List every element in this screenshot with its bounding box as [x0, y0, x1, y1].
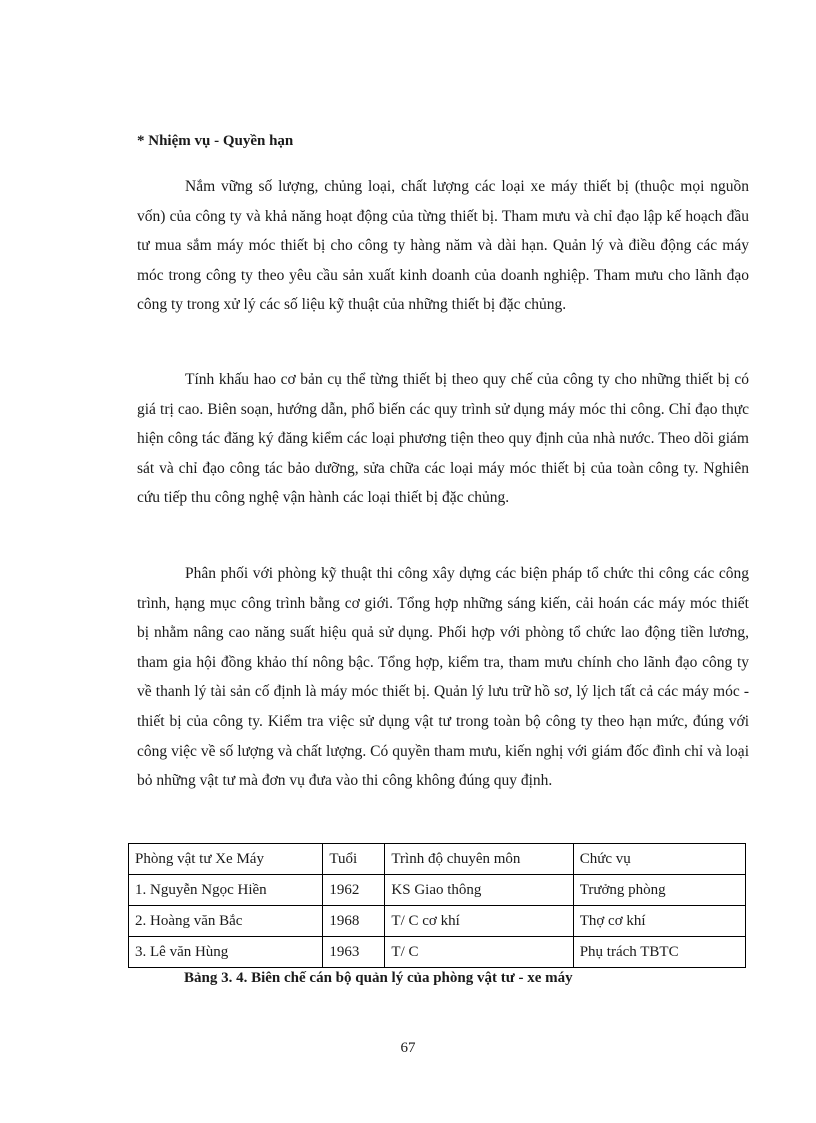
table-header-cell: Phòng vật tư Xe Máy [129, 844, 323, 875]
table-cell: Trưởng phòng [573, 875, 745, 906]
table-cell: 3. Lê văn Hùng [129, 937, 323, 968]
table-cell: 1. Nguyễn Ngọc Hiền [129, 875, 323, 906]
table-cell: 1962 [323, 875, 385, 906]
table-caption: Bảng 3. 4. Biên chế cán bộ quản lý của phòng vật tư - xe máy [184, 970, 573, 986]
table-cell: KS Giao thông [385, 875, 573, 906]
table-header-cell: Tuổi [323, 844, 385, 875]
page-number: 67 [400, 1040, 416, 1056]
paragraph-3: Phân phối với phòng kỹ thuật thi công xây dựng các biện pháp tổ chức thi công các công trình, hạng mục công trình bằng cơ giới. Tổng hợp những sáng kiến, cải hoán các máy móc thiết bị nhằm nâng cao năng suất hiệu quả sử dụng. Phối hợp với phòng tổ chức lao động tiền lương, tham gia hội đồng khảo thí nông bậc. Tổng hợp, kiểm tra, tham mưu chính cho lãnh đạo công ty về thanh lý tài sản cố định là máy móc thiết bị. Quản lý lưu trữ hồ sơ, lý lịch tất cả các máy móc - thiết bị của công ty. Kiểm tra việc sử dụng vật tư trong toàn bộ công ty theo hạn mức, đúng với công việc về số lượng và chất lượng. Có quyền tham mưu, kiến nghị với giám đốc đình chỉ và loại bỏ những vật tư mà đơn vụ đưa vào thi công không đúng quy định. [137, 565, 749, 790]
paragraph-1: Nắm vững số lượng, chủng loại, chất lượng các loại xe máy thiết bị (thuộc mọi nguồn vốn) của công ty và khả năng hoạt động của từng thiết bị. Tham mưu và chỉ đạo lập kế hoạch đầu tư mua sắm máy móc thiết bị cho công ty hàng năm và dài hạn. Quản lý và điều động các máy móc trong công ty theo yêu cầu sản xuất kinh doanh của doanh nghiệp. Tham mưu cho lãnh đạo công ty trong xử lý các số liệu kỹ thuật của những thiết bị đặc chủng. [137, 178, 749, 314]
table-cell: 2. Hoàng văn Bắc [129, 906, 323, 937]
staff-table [128, 843, 746, 968]
table-cell: Phụ trách TBTC [573, 937, 745, 968]
table-cell: 1963 [323, 937, 385, 968]
paragraph-2: Tính khấu hao cơ bản cụ thể từng thiết bị theo quy chế của công ty cho những thiết bị có giá trị cao. Biên soạn, hướng dẫn, phổ biến các quy trình sử dụng máy móc thi công. Chỉ đạo thực hiện công tác đăng ký đăng kiểm các loại phương tiện theo quy định của nhà nước. Theo dõi giám sát và chỉ đạo công tác bảo dưỡng, sửa chữa các loại máy móc thiết bị của toàn công ty. Nghiên cứu tiếp thu công nghệ vận hành các loại thiết bị đặc chủng. [137, 371, 749, 507]
table-header-cell: Chức vụ [573, 844, 745, 875]
table-row [129, 937, 746, 968]
table-cell: T/ C cơ khí [385, 906, 573, 937]
table-cell: 1968 [323, 906, 385, 937]
table-row [129, 906, 746, 937]
table-cell: T/ C [385, 937, 573, 968]
table-cell: Thợ cơ khí [573, 906, 745, 937]
table-row [129, 875, 746, 906]
table-header-cell: Trình độ chuyên môn [385, 844, 573, 875]
section-heading: * Nhiệm vụ - Quyền hạn [137, 133, 294, 149]
table-header-row [129, 844, 746, 875]
